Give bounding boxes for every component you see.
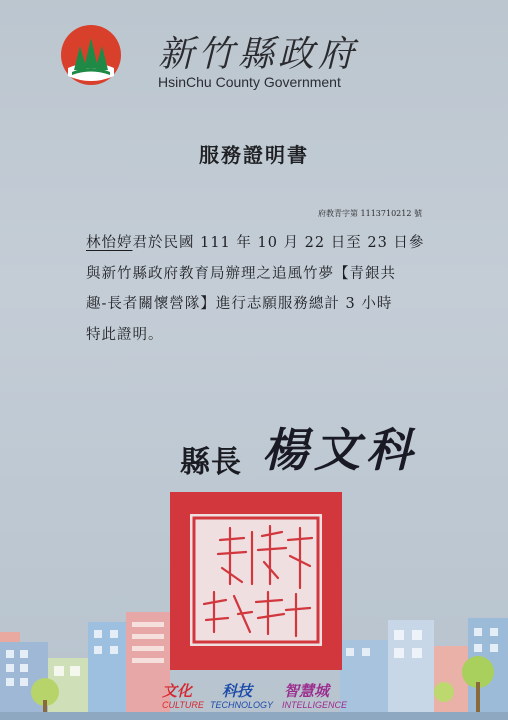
body-line-3: 趣-長者關懷營隊】進行志願服務總計 3 小時 bbox=[86, 296, 393, 312]
signature-title: 縣長 bbox=[180, 445, 242, 480]
body-line-1-text: 君於民國 111 年 10 月 22 日至 23 日參 bbox=[132, 235, 425, 251]
slogan-intelligence-en: INTELLIGENCE bbox=[282, 700, 348, 710]
org-name-cn: 新竹縣政府 bbox=[158, 34, 359, 75]
slogan-intelligence-cn: 智慧城 bbox=[284, 683, 330, 700]
certificate-body bbox=[86, 228, 438, 350]
body-line-4: 特此證明。 bbox=[86, 326, 164, 343]
slogan-technology-cn: 科技 bbox=[222, 683, 253, 700]
county-logo-icon bbox=[60, 24, 122, 86]
org-name-en: HsinChu County Government bbox=[158, 74, 341, 90]
slogan-culture-en: CULTURE bbox=[162, 700, 204, 710]
body-line-2: 與新竹縣政府教育局辦理之追風竹夢【青銀共 bbox=[86, 265, 396, 282]
document-title: 服務證明書 bbox=[199, 143, 309, 167]
slogan-culture-cn: 文化 bbox=[162, 683, 193, 700]
official-seal bbox=[170, 492, 342, 670]
recipient-name: 林怡婷 bbox=[86, 235, 133, 251]
slogan-technology-en: TECHNOLOGY bbox=[210, 700, 274, 710]
document-number: 府教青字第 1113710212 號 bbox=[318, 209, 422, 218]
signature-name: 楊文科 bbox=[262, 423, 418, 477]
body-line-1 bbox=[86, 228, 438, 259]
